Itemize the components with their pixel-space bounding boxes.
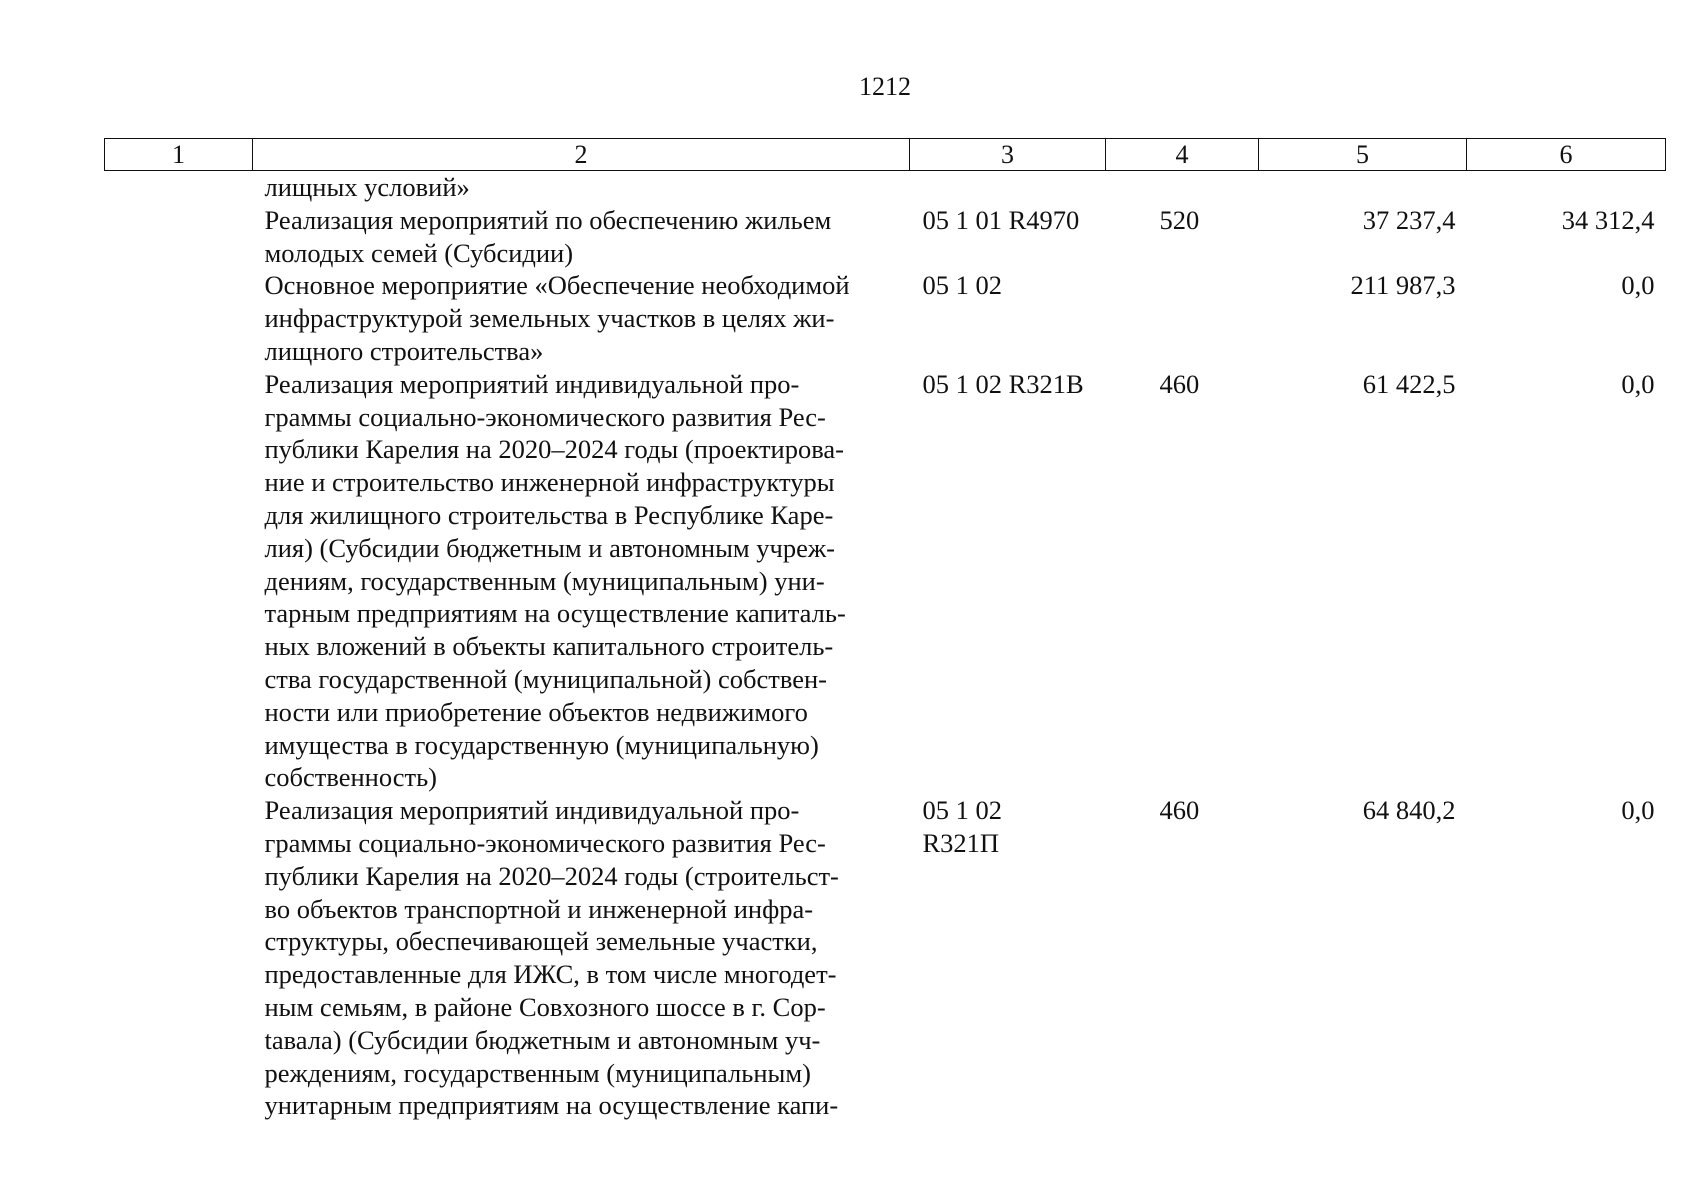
row-sum-col6 — [1467, 171, 1666, 204]
budget-table — [104, 138, 1666, 1122]
table-row — [105, 171, 1666, 204]
table-header — [105, 139, 1666, 171]
row-code: 05 1 02 — [922, 270, 1002, 301]
cell-col1 — [105, 794, 253, 1122]
row-description: лищных условий» — [264, 172, 470, 202]
column-header-5: 5 — [1259, 139, 1467, 171]
row-sum-col6: 0,0 — [1621, 368, 1655, 399]
row-description: Реализация мероприятий по обеспечению жильем молодых семей (Субсидии) — [264, 204, 832, 268]
row-sum-col5: 61 422,5 — [1362, 368, 1456, 399]
row-expense-type — [1106, 269, 1259, 367]
row-description: Основное мероприятие «Обеспечение необходимой инфраструктурой земельных участков в целях жи- лищного строительства» — [264, 270, 850, 366]
table-row — [105, 794, 1666, 1122]
row-code: 05 1 02 R321П — [922, 795, 1002, 858]
row-code: 05 1 02 R321В — [922, 368, 1084, 399]
column-header-6: 6 — [1467, 139, 1666, 171]
row-description: Реализация мероприятий индивидуальной про- граммы социально-экономического развития Рес- публики Карелия на 2020–2024 годы (проектирова- ние и строительство инженерной инфраструктуры для жилищного строительства в Республике Каре- лия) (Субсидии бюджетным и автономным учреж- дениям, государственным (муниципальным) уни- тарным предприятиям на осуществление капиталь- ных вложений в объекты капитального строитель- ства государственной (муниципальной) собствен- ности или приобретение объектов недвижимого имущества в государственную (муниципальную) собственность) — [264, 368, 846, 793]
cell-col1 — [105, 269, 253, 367]
row-code: 05 1 01 R4970 — [922, 204, 1080, 235]
table-row — [105, 204, 1666, 270]
header-row — [105, 139, 1666, 171]
row-expense-type: 460 — [1159, 368, 1200, 399]
row-sum-col5 — [1259, 171, 1467, 204]
column-header-1: 1 — [105, 139, 253, 171]
column-header-3: 3 — [910, 139, 1106, 171]
row-expense-type — [1106, 171, 1259, 204]
column-header-2: 2 — [253, 139, 910, 171]
column-header-4: 4 — [1106, 139, 1259, 171]
table-row — [105, 368, 1666, 794]
row-sum-col6: 34 312,4 — [1561, 204, 1655, 235]
cell-col1 — [105, 204, 253, 270]
row-expense-type: 460 — [1159, 795, 1200, 826]
row-sum-col6: 0,0 — [1621, 270, 1655, 301]
table-body — [105, 171, 1666, 1123]
row-expense-type: 520 — [1159, 204, 1200, 235]
table-row — [105, 269, 1666, 367]
cell-col1 — [105, 171, 253, 204]
page-number: 1212 — [859, 72, 911, 101]
row-description: Реализация мероприятий индивидуальной про- граммы социально-экономического развития Рес- публики Карелия на 2020–2024 годы (строительст- во объектов транспортной и инженерной инфра- структуры, обеспечивающей земельные участки, предоставленные для ИЖС, в том числе многодет- ным семьям, в районе Совхозного шоссе в г. Сор- tавала) (Субсидии бюджетным и автономным уч- реждениям, государственным (муниципальным) унитарным предприятиям на осуществление капи- — [264, 795, 839, 1121]
row-sum-col5: 64 840,2 — [1362, 795, 1456, 826]
cell-col1 — [105, 368, 253, 794]
row-sum-col5: 211 987,3 — [1350, 270, 1456, 301]
row-code — [910, 171, 1106, 204]
row-sum-col5: 37 237,4 — [1362, 204, 1456, 235]
row-sum-col6: 0,0 — [1621, 795, 1655, 826]
